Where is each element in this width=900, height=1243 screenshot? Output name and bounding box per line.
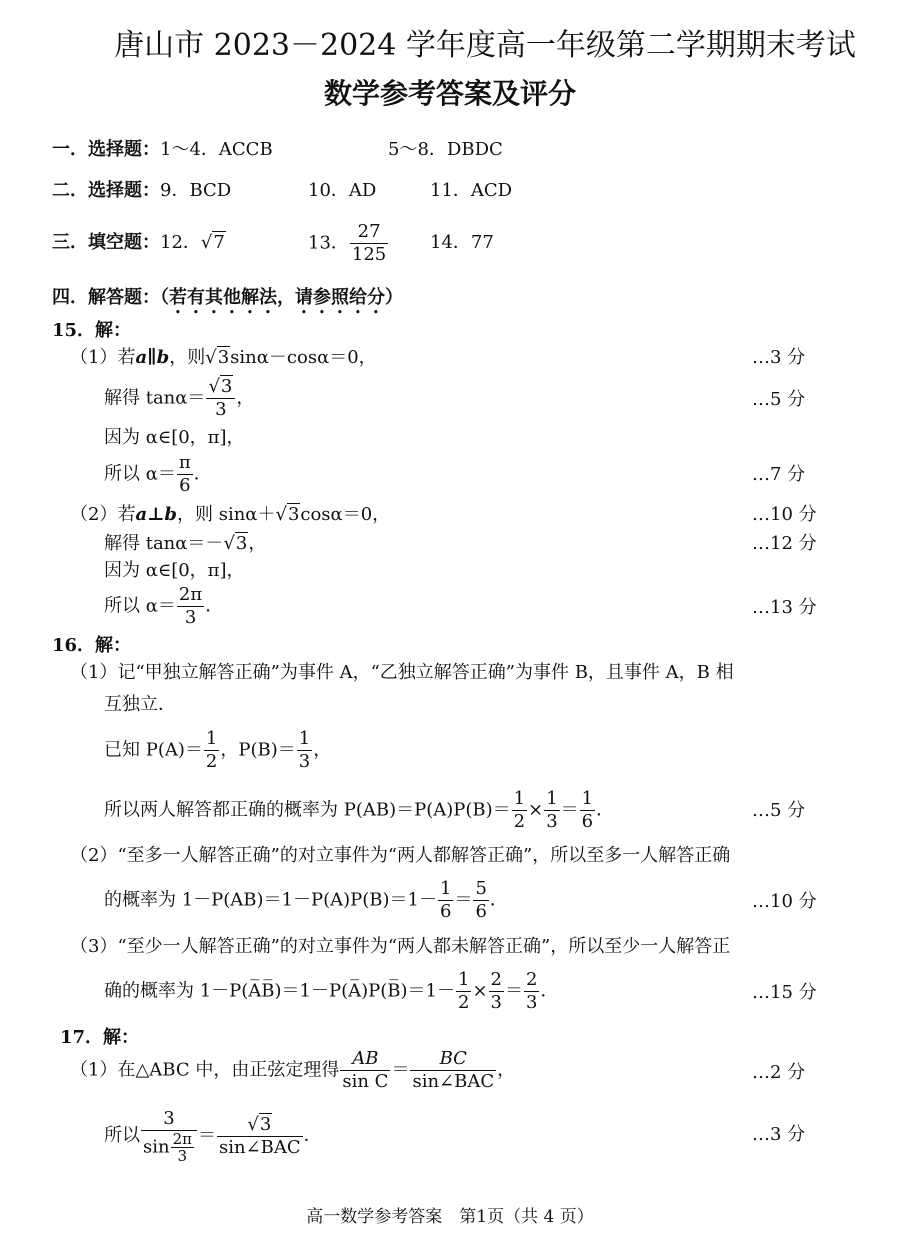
section-fill [52, 231, 226, 255]
answer: 5～8．DBDC [388, 139, 503, 160]
section-solutions [52, 286, 403, 318]
score: …3 分 [752, 1124, 806, 1145]
answer: 1～4．ACCB [160, 139, 273, 160]
q17-line-2: 所以 3 sin $\frac{2\pi}{3}$ ＝ $\frac{√3}{\text{sin∠BAC}}$ ． [104, 1108, 322, 1165]
document-subtitle: 数学参考答案及评分 [323, 77, 576, 110]
score: …5 分 [752, 800, 806, 821]
fraction: $\frac{27}{125}$ [351, 221, 387, 265]
q15-line-6: 解得 tanα＝－√3， [104, 533, 267, 554]
answer-13: 13． $\frac{27}{125}$ [308, 221, 387, 265]
question-15-label: 15．解： [52, 320, 132, 341]
question-16-label: 16．解： [52, 635, 132, 656]
q15-line-1: （1）若a∥b，则√3sinα－cosα＝0， [70, 347, 377, 368]
section-label: 二．选择题： [52, 180, 160, 201]
q16-line-5: （2）“至多一人解答正确”的对立事件为“两人都解答正确”，所以至多一人解答正确 [70, 845, 731, 866]
score: …15 分 [752, 982, 817, 1003]
section-choice-2 [52, 179, 231, 203]
answer: 11．ACD [430, 180, 513, 201]
q16-line-7: （3）“至少一人解答正确”的对立事件为“两人都未解答正确”，所以至少一人解答正 [70, 936, 731, 957]
section-note: （若有其他解法，请参照给分） [160, 287, 403, 308]
q16-line-2: 互独立． [104, 694, 176, 715]
section-label: 三．填空题： [52, 232, 160, 253]
answer: 10．AD [308, 180, 377, 201]
answer: 9．BCD [160, 180, 232, 201]
answer: 14．77 [430, 232, 494, 253]
score: …5 分 [752, 389, 806, 410]
q15-line-2: 解得 tanα＝ $\frac{√3}{3}$ ， [104, 376, 255, 420]
answer: 12． [160, 232, 201, 253]
score: …10 分 [752, 891, 817, 912]
q17-line-1: （1）在△ABC 中，由正弦定理得 $\frac{AB}{\text{sin C}}$ ＝ $\frac{BC}{\text{sin∠BAC}}$ ， [70, 1048, 516, 1092]
q15-line-5: （2）若a⊥b，则 sinα＋√3cosα＝0， [70, 504, 391, 525]
q16-line-4: 所以两人解答都正确的概率为 P(AB)＝P(A)P(B)＝ $\frac{1}{2}$ × $\frac{1}{3}$ ＝ $\frac{1}{6}$ ． [104, 788, 615, 832]
q16-line-6: 的概率为 1－P(AB)＝1－P(A)P(B)＝1－ $\frac{1}{6}$ ＝ $\frac{5}{6}$ ． [104, 878, 508, 922]
q16-line-1: （1）记“甲独立解答正确”为事件 A，“乙独立解答正确”为事件 B，且事件 A，B 相 [70, 662, 734, 683]
q15-line-4: 所以 α＝ $\frac{\pi}{6}$ ． [104, 452, 212, 496]
score: …10 分 [752, 504, 817, 525]
q16-line-8: 确的概率为 1－P(A̅B̅)＝1－P(A̅)P(B̅)＝1－ $\frac{1}{2}$ × $\frac{2}{3}$ ＝ $\frac{2}{3}$ ． [104, 969, 559, 1013]
score: …3 分 [752, 347, 806, 368]
q15-line-3: 因为 α∈[0，π]， [104, 427, 245, 448]
q16-line-3: 已知 P(A)＝ $\frac{1}{2}$ ，P(B)＝ $\frac{1}{3}$ ， [104, 728, 332, 772]
score: …13 分 [752, 597, 817, 618]
page-footer: 高一数学参考答案 第1页（共 4 页） [306, 1207, 594, 1227]
section-label: 四．解答题： [52, 287, 160, 308]
section-choice-1 [52, 138, 273, 162]
score: …2 分 [752, 1062, 806, 1083]
sqrt: √7 [200, 232, 225, 253]
question-17-label: 17．解： [60, 1027, 140, 1048]
q15-line-7: 因为 α∈[0，π]， [104, 560, 245, 581]
q15-line-8: 所以 α＝ $\frac{2\pi}{3}$ ． [104, 584, 224, 628]
document-title: 唐山市 2023－2024 学年度高一年级第二学期期末考试 [114, 28, 856, 63]
score: …7 分 [752, 464, 806, 485]
section-label: 一．选择题： [52, 139, 160, 160]
score: …12 分 [752, 533, 817, 554]
